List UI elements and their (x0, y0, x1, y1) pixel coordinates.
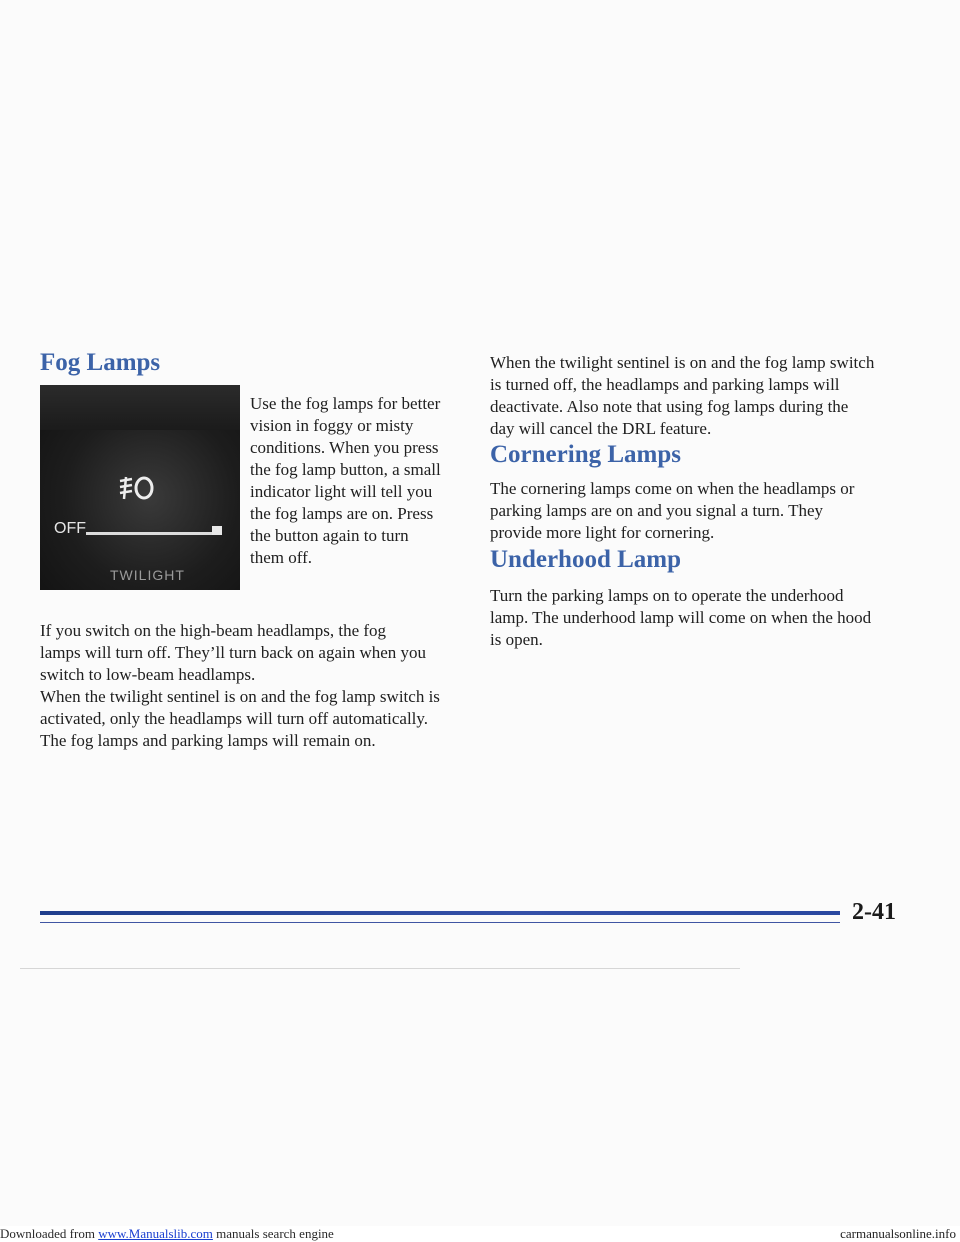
twilight-off-paragraph: When the twilight sentinel is on and the fog lamp switch is turned off, the headlamps and parking lamps will deactivate. Also note that using fog lamps during the day will cancel the DRL feature. (490, 353, 875, 438)
fog-lamps-high-beam-paragraph: If you switch on the high-beam headlamps, the fog lamps will turn off. They’ll turn back on again when you switch to low-beam headlamps. (40, 621, 427, 684)
underhood-lamp-paragraph: Turn the parking lamps on to operate the underhood lamp. The underhood lamp will come on when the hood is open. (490, 586, 872, 649)
scan-rule (20, 968, 740, 969)
twilight-label: TWILIGHT (110, 567, 185, 583)
fog-lamp-icon (116, 475, 156, 505)
page-number: 2-41 (852, 899, 896, 925)
page-rule-thick (40, 911, 840, 915)
footer-suffix: manuals search engine (212, 1226, 334, 1241)
off-label: OFF (54, 520, 86, 537)
fog-lamps-heading: Fog Lamps (40, 349, 161, 376)
fog-lamps-intro: Use the fog lamps for better vision in foggy or misty conditions. When you press the fog lamp button, a small indicator light will tell you the fog lamps are on. Press the button again to turn them off. (250, 394, 441, 567)
fog-lamps-twilight-paragraph: When the twilight sentinel is on and the fog lamp switch is activated, only the headlamps will turn off automatically. The fog lamps and parking lamps will remain on. (40, 687, 440, 750)
download-footer (0, 1226, 960, 1242)
page-rule-thin (40, 922, 840, 923)
underhood-lamp-heading: Underhood Lamp (490, 546, 682, 573)
footer-site-watermark: carmanualsonline.info (840, 1226, 956, 1241)
manualslib-link[interactable]: www.Manualslib.com (98, 1226, 213, 1241)
cornering-lamps-paragraph: The cornering lamps come on when the headlamps or parking lamps are on and you signal a turn. They provide more light for cornering. (490, 479, 855, 542)
fog-lamp-switch-photo (40, 385, 240, 590)
footer-prefix: Downloaded from (0, 1226, 99, 1241)
cornering-lamps-heading: Cornering Lamps (490, 441, 681, 468)
